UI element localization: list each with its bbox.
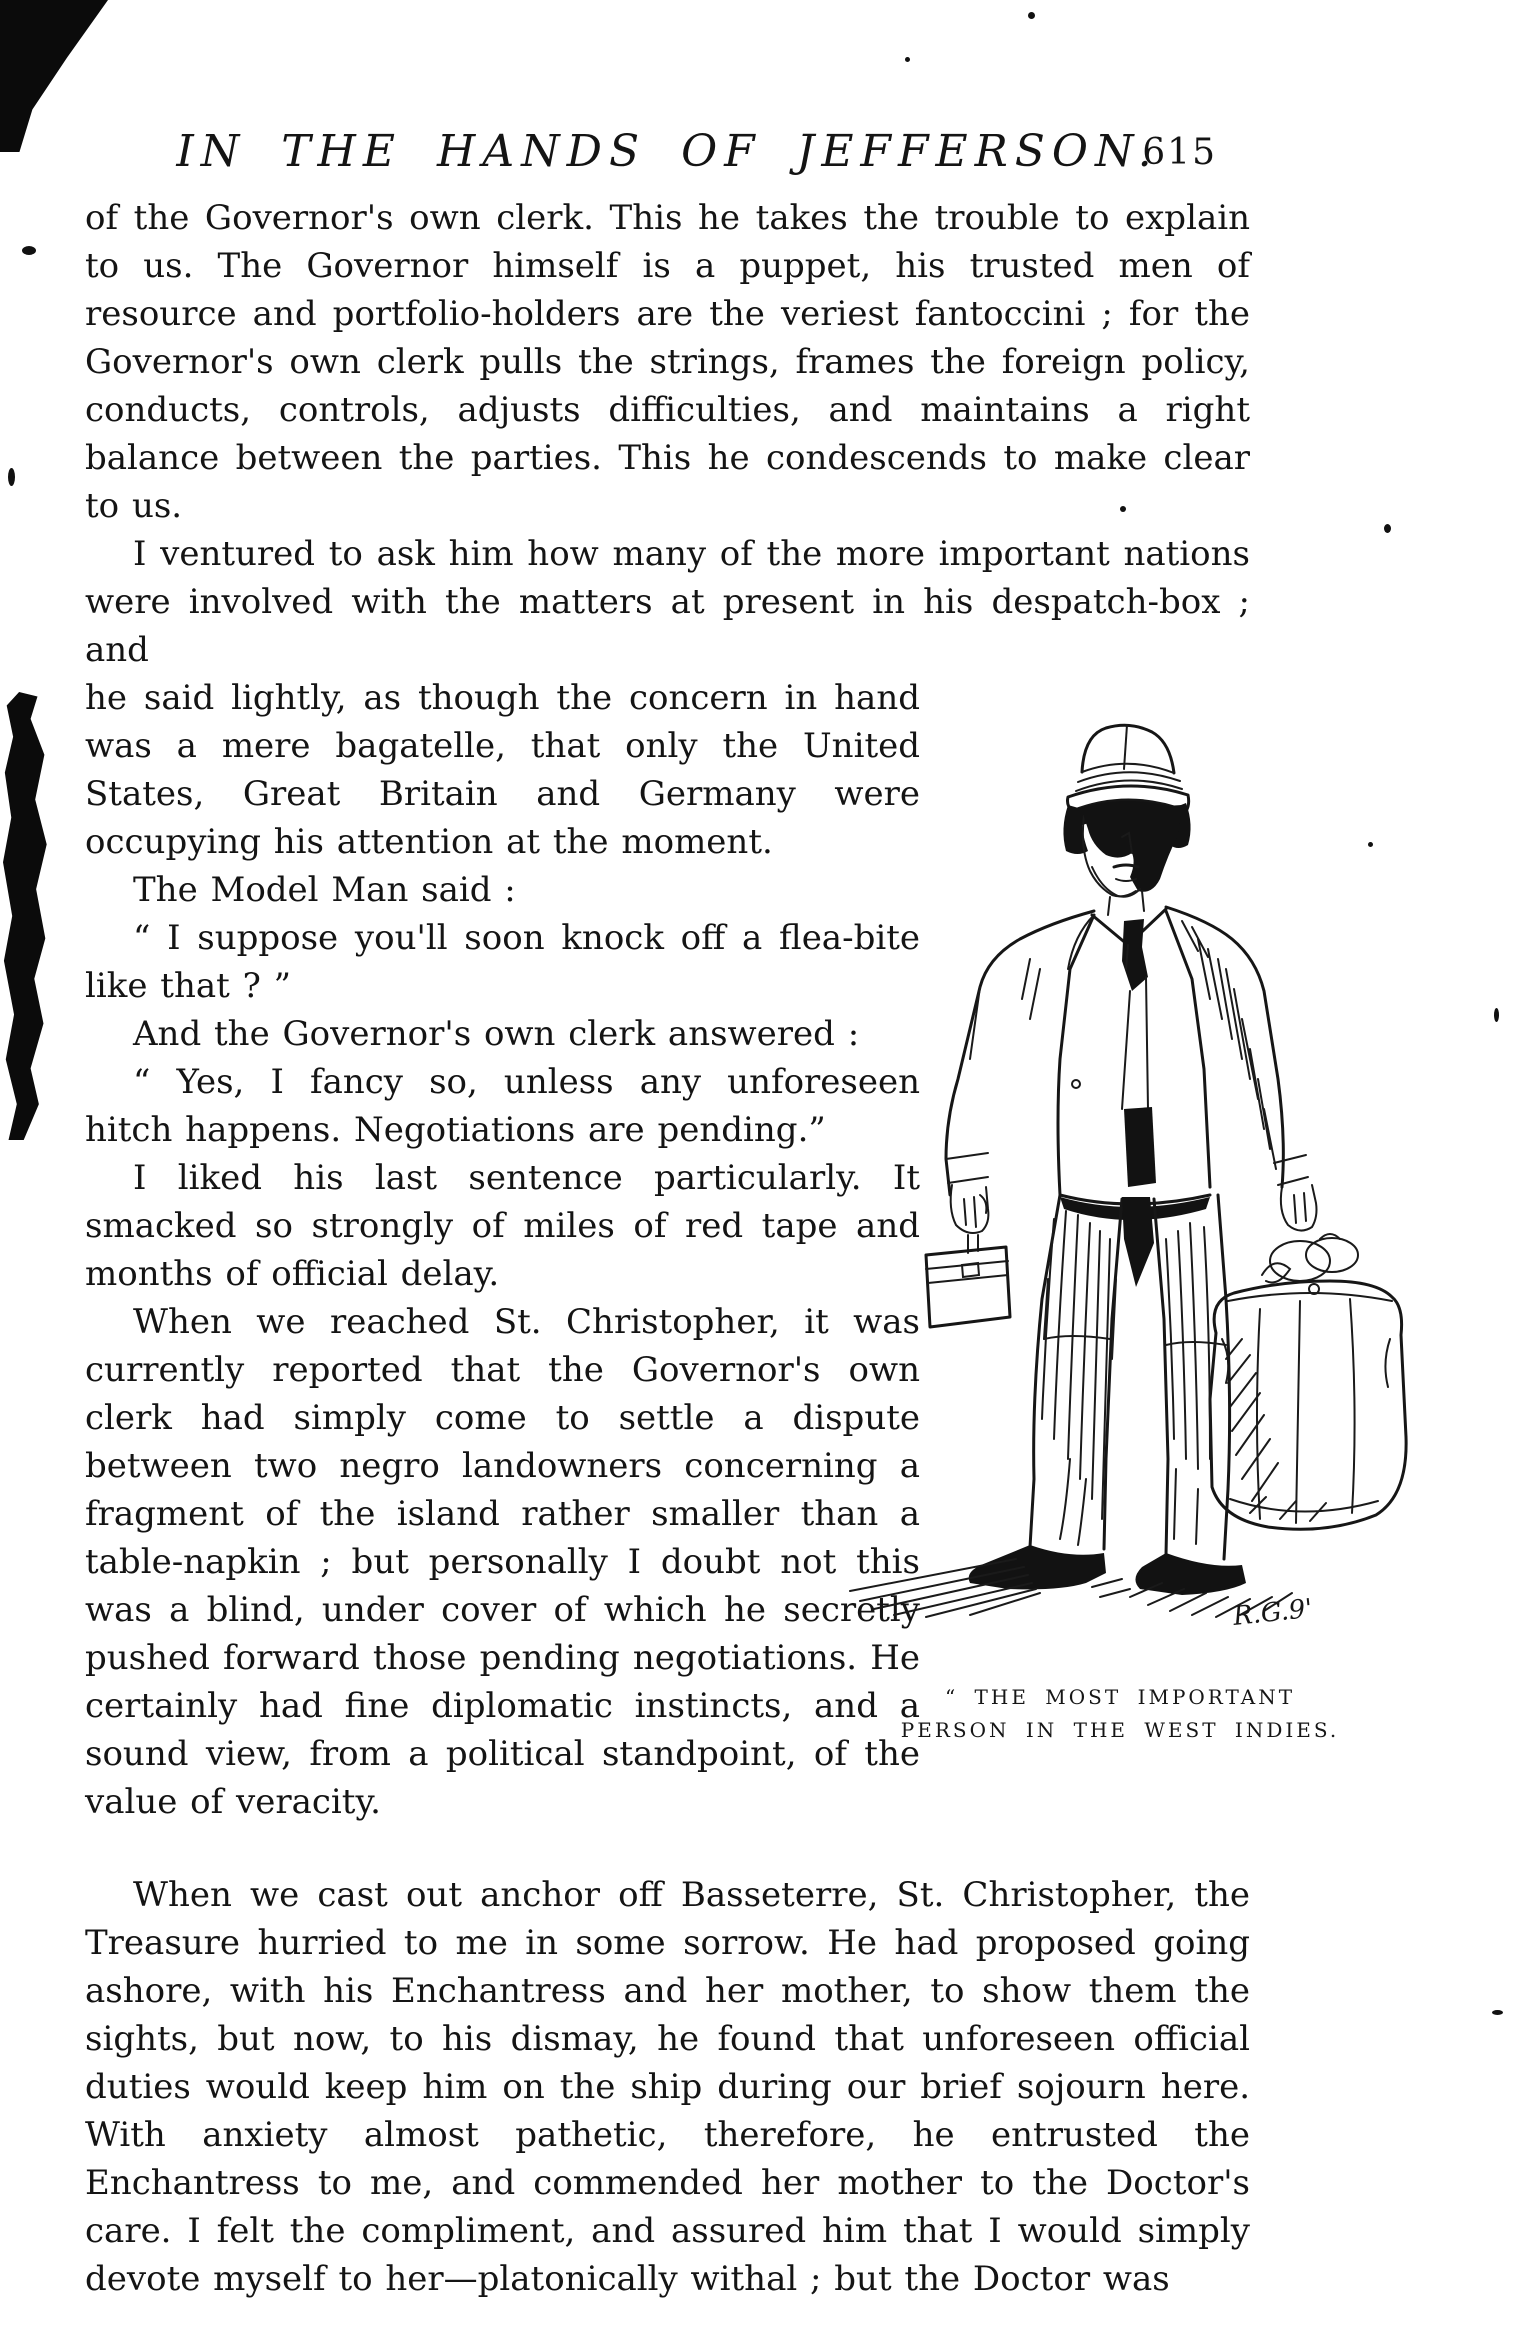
- ink-speck: [1028, 12, 1035, 19]
- paragraph: “ I suppose you'll soon knock off a flea-bite like that ? ”: [85, 918, 920, 1006]
- body-text: [85, 194, 1400, 2303]
- ink-speck: [22, 246, 36, 255]
- caption-line: “ THE MOST IMPORTANT: [944, 1685, 1296, 1709]
- paragraph: The Model Man said :: [133, 870, 516, 910]
- paragraph: I ventured to ask him how many of the more important nations were involved with the matters at present in his despatch-box ; and: [85, 534, 1250, 670]
- caption-line: PERSON IN THE WEST INDIES.: [900, 1718, 1340, 1742]
- artist-signature: R.G.9': [1231, 1593, 1314, 1632]
- ink-speck: [8, 468, 15, 486]
- figure-caption: [880, 1681, 1360, 1747]
- paragraph: of the Governor's own clerk. This he takes the trouble to explain to us. The Governor himself is a puppet, his trusted men of resource and portfolio-holders are the veriest fantoccini ; for the Governor's own clerk pulls the strings, frames the foreign policy, conducts, controls, adjusts difficulties, and maintains a right balance between the parties. This he condescends to make clear to us.: [85, 198, 1250, 526]
- paragraph: When we reached St. Christopher, it was currently reported that the Governor's own clerk had simply come to settle a dispute between two negro landowners concerning a fragment of the island rather smaller than a table-napkin ; but personally I doubt not this was a blind, under cover of which he secretly pushed forward those pending negotiations. He certainly had fine diplomatic instincts, and a sound view, from a political standpoint, of the value of veracity.: [85, 1302, 920, 1822]
- page-number: 615: [1142, 132, 1217, 173]
- man-with-bags-illustration: [830, 639, 1410, 1659]
- page-header: [85, 126, 1250, 184]
- ink-speck: [1492, 2010, 1503, 2015]
- paragraph: When we cast out anchor off Basseterre, St. Christopher, the Treasure hurried to me in some sorrow. He had proposed going ashore, with his Enchantress and her mother, to show them the sights, but now, to his dismay, he found that unforeseen official duties would keep him on the ship during our brief sojourn here. With anxiety almost pathetic, therefore, he entrusted the Enchantress to me, and commended her mother to the Doctor's care. I felt the compliment, and assured him that I would simply devote myself to her—platonically withal ; but the Doctor was: [85, 1875, 1250, 2299]
- ink-streak-left-margin: [3, 692, 49, 1140]
- ink-speck: [1384, 524, 1391, 533]
- paragraph: I liked his last sentence particularly. It smacked so strongly of miles of red tape and months of official delay.: [85, 1158, 920, 1294]
- ink-speck: [1120, 506, 1126, 512]
- ink-speck: [905, 57, 910, 62]
- running-title: IN THE HANDS OF JEFFERSON.: [176, 126, 1159, 177]
- paragraph: And the Governor's own clerk answered :: [133, 1014, 860, 1054]
- paragraph: “ Yes, I fancy so, unless any unforeseen hitch happens. Negotiations are pending.”: [85, 1062, 920, 1150]
- paragraph: he said lightly, as though the concern in hand was a mere bagatelle, that only the United States, Great Britain and Germany were occupying his attention at the moment.: [85, 678, 920, 862]
- ink-speck: [1494, 1008, 1499, 1022]
- figure-illustration: [900, 639, 1400, 1871]
